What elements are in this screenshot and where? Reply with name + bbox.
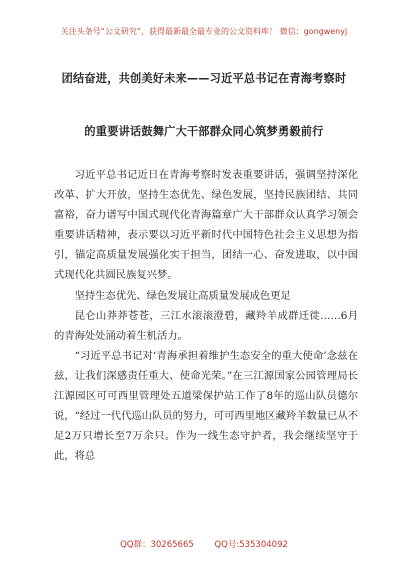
document-body xyxy=(54,165,358,466)
footer-qq-group: QQ群：30265665 xyxy=(120,540,194,550)
paragraph: 昆仑山莽莽苍苍，三江水滚滚澄碧，藏羚羊成群迁徙……6月的青海处处涌动着生机活力。 xyxy=(54,309,358,342)
section-heading: 坚持生态优先、绿色发展让高质量发展成色更足 xyxy=(74,289,291,302)
paragraph: “习近平总书记对‘青海承担着维护生态安全的重大使命’念兹在兹，让我们深感责任重大、使命光荣。”在三江源国家公园管理局长江源园区可可西里管理处五道梁保护站工作了8年的巡山队员德尔说，“经过一代代巡山队员的努力，可可西里地区藏羚羊数量已从不足2万只增长至7万余只。作为一线生态守护者，我会继续坚守于此，将总 xyxy=(54,349,358,463)
page-header: 关注头条号“公文研究”，获得最新最全最专业的公文资料库！ 微信：gongwenyj xyxy=(60,27,348,36)
document-title-line-2: 的重要讲话鼓舞广大干部群众同心筑梦勇毅前行 xyxy=(84,125,324,138)
footer-qq-number: QQ号:535304092 xyxy=(214,540,288,550)
paragraph: 习近平总书记近日在青海考察时发表重要讲话，强调坚持深化改革、扩大开放，坚持生态优先、绿色发展，坚持民族团结、共同富裕，奋力谱写中国式现代化青海篇章广大干部群众认真学习领会重要讲话精神，表示要以习近平新时代中国特色社会主义思想为指引，锚定高质量发展强化实干担当，团结一心、奋发进取，以中国式现代化共圆民族复兴梦。 xyxy=(54,169,358,282)
document-title-line-1: 团结奋进，共创美好未来——习近平总书记在青海考察时 xyxy=(61,72,347,85)
page-footer xyxy=(0,538,408,550)
